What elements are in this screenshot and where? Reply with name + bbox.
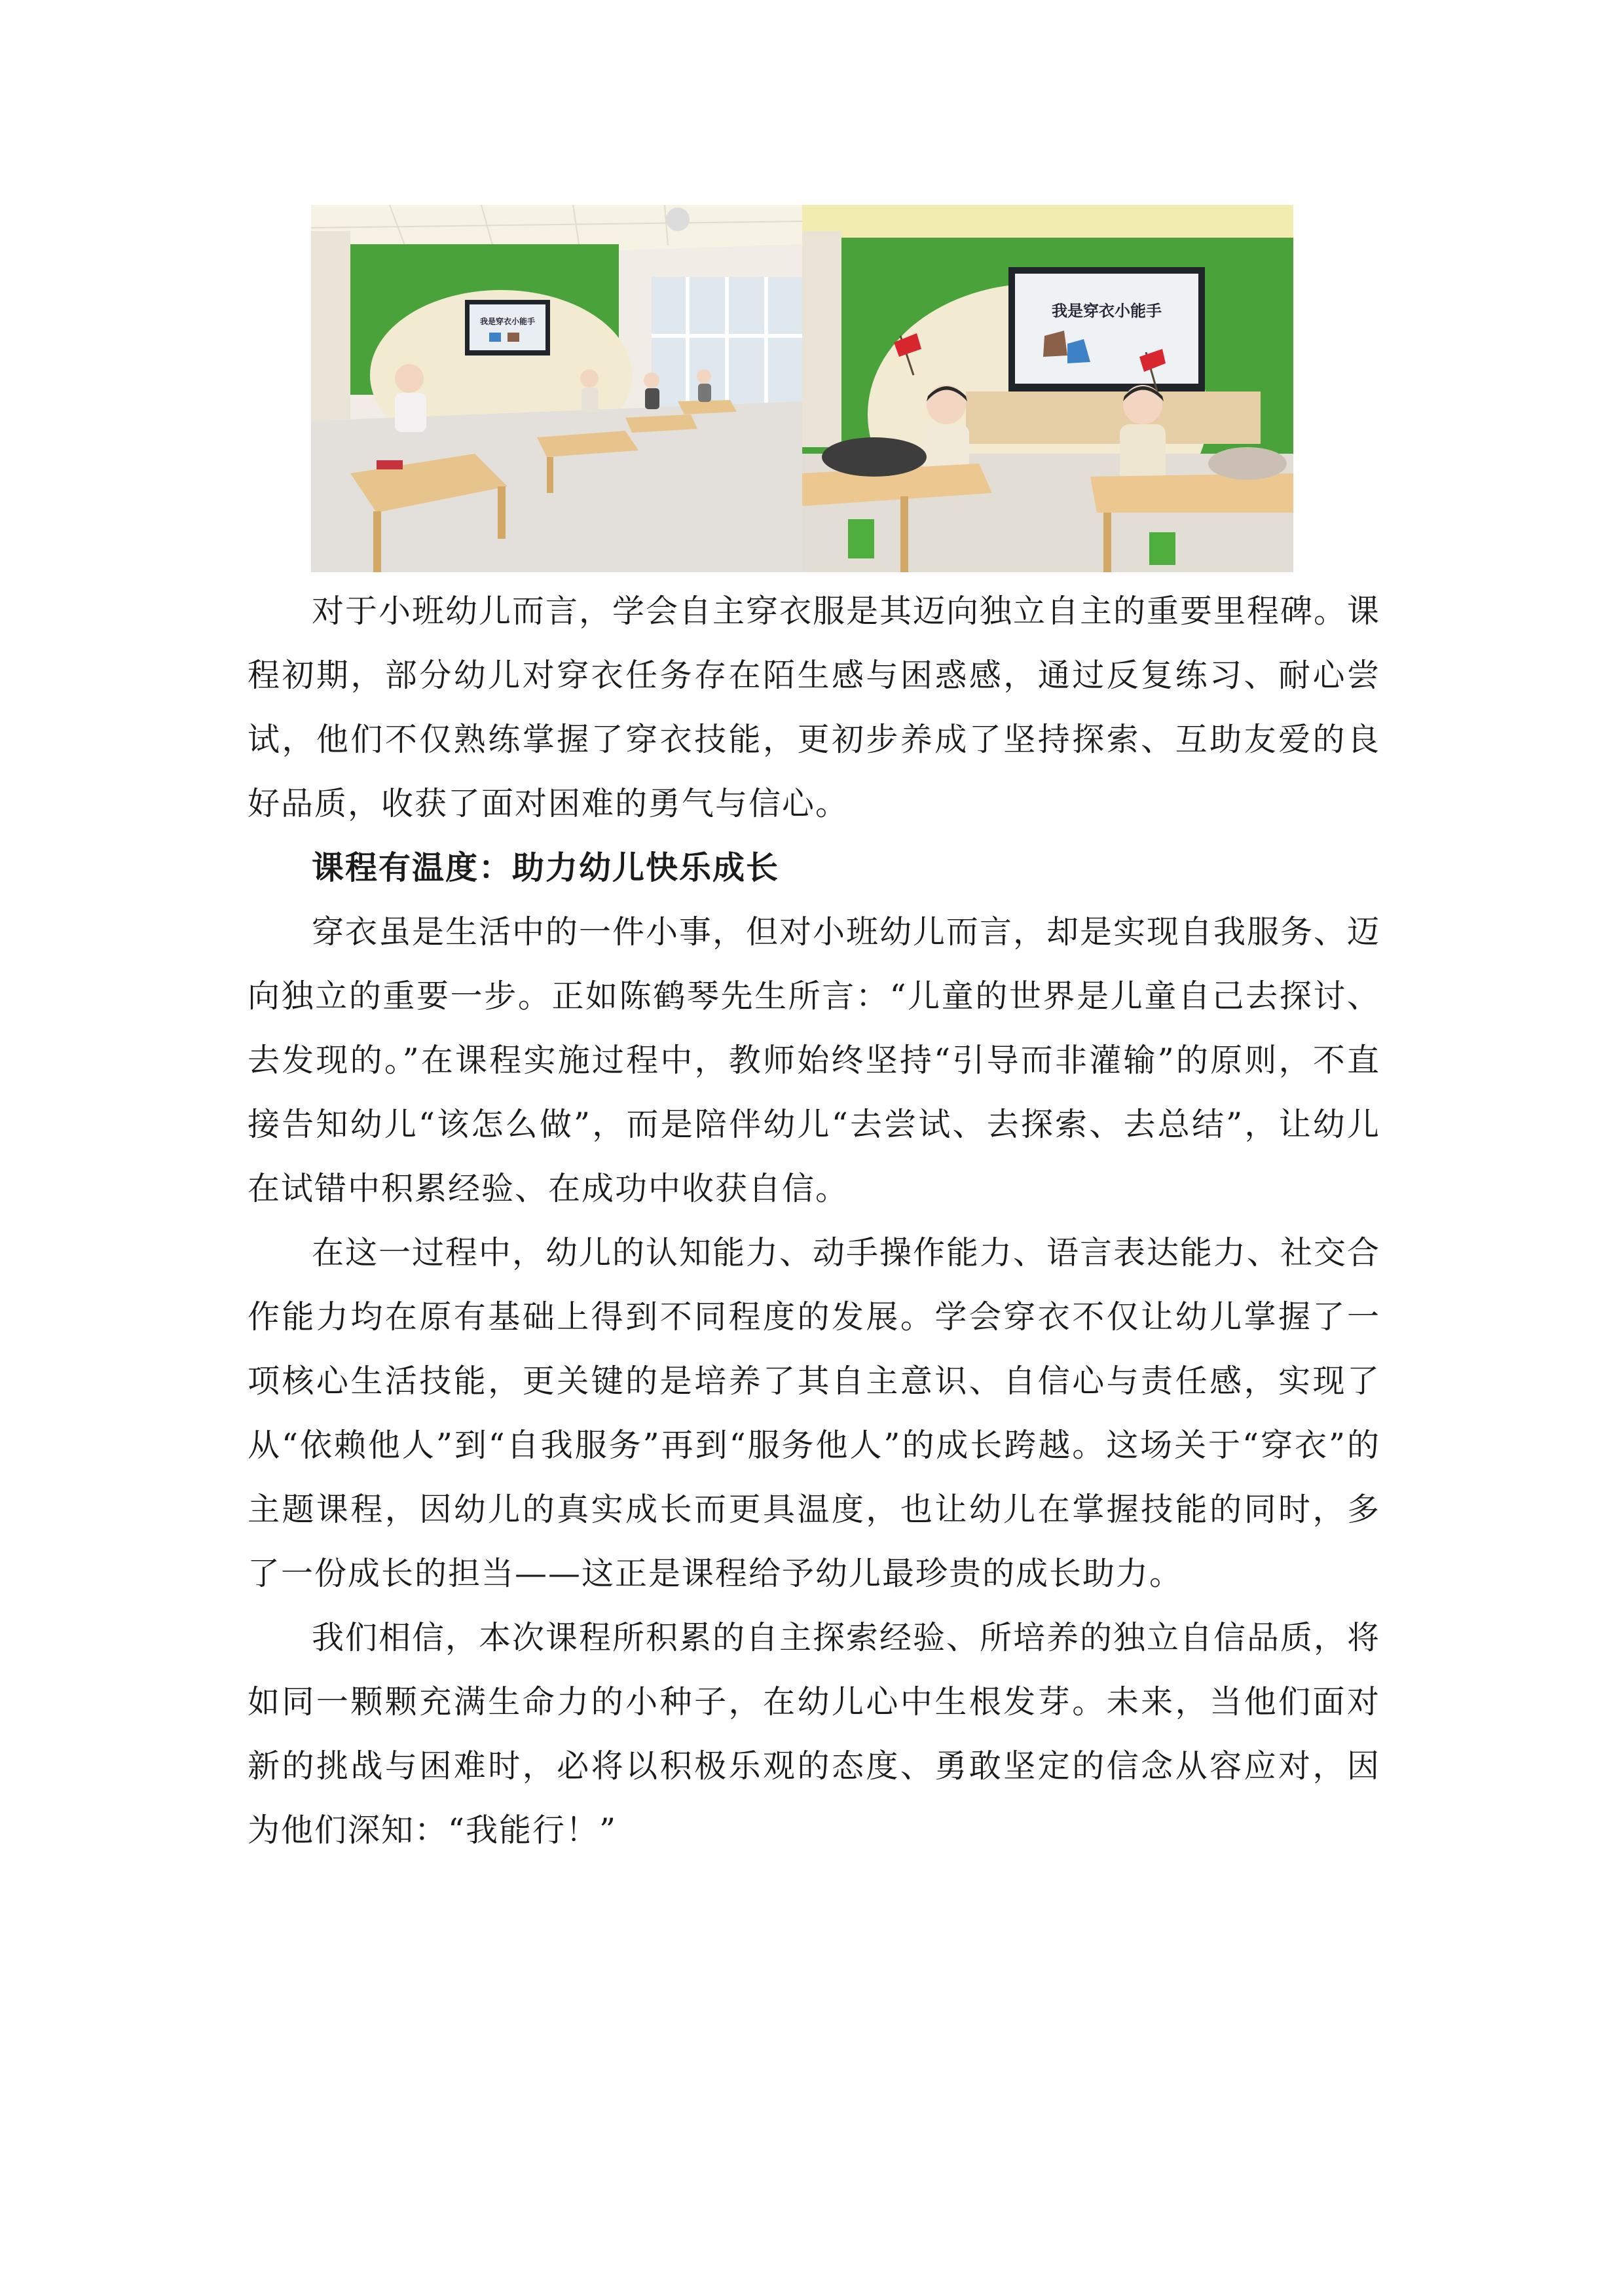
classroom-photo-left	[311, 205, 802, 572]
article-body	[248, 579, 1380, 1863]
classroom-illustration-right	[802, 205, 1293, 572]
section-heading: 课程有温度：助力幼儿快乐成长	[312, 849, 780, 886]
photo-row	[311, 205, 1293, 572]
classroom-illustration-left	[311, 205, 802, 572]
screen-title-right: 我是穿衣小能手	[1052, 302, 1162, 320]
paragraph-warmth: 穿衣虽是生活中的一件小事，但对小班幼儿而言，却是实现自我服务、迈向独立的重要一步。正如陈鹤琴先生所言：“儿童的世界是儿童自己去探讨、去发现的。”在课程实施过程中，教师始终坚持“引导而非灌输”的原则，不直接告知幼儿“该怎么做”，而是陪伴幼儿“去尝试、去探索、去总结”，让幼儿在试错中积累经验、在成功中收获自信。	[248, 913, 1381, 1207]
paragraph-development: 在这一过程中，幼儿的认知能力、动手操作能力、语言表达能力、社交合作能力均在原有基础上得到不同程度的发展。学会穿衣不仅让幼儿掌握了一项核心生活技能，更关键的是培养了其自主意识、自信心与责任感，实现了从“依赖他人”到“自我服务”再到“服务他人”的成长跨越。这场关于“穿衣”的主题课程，因幼儿的真实成长而更具温度，也让幼儿在掌握技能的同时，多了一份成长的担当——这正是课程给予幼儿最珍贵的成长助力。	[248, 1234, 1381, 1592]
screen-title-left: 我是穿衣小能手	[479, 317, 536, 326]
paragraph-intro: 对于小班幼儿而言，学会自主穿衣服是其迈向独立自主的重要里程碑。课程初期，部分幼儿对穿衣任务存在陌生感与困惑感，通过反复练习、耐心尝试，他们不仅熟练掌握了穿衣技能，更初步养成了坚持探索、互助友爱的良好品质，收获了面对困难的勇气与信心。	[248, 592, 1381, 822]
classroom-photo-right	[802, 205, 1293, 572]
paragraph-conclusion: 我们相信，本次课程所积累的自主探索经验、所培养的独立自信品质，将如同一颗颗充满生命力的小种子，在幼儿心中生根发芽。未来，当他们面对新的挑战与困难时，必将以积极乐观的态度、勇敢坚定的信念从容应对，因为他们深知：“我能行！”	[248, 1619, 1381, 1849]
